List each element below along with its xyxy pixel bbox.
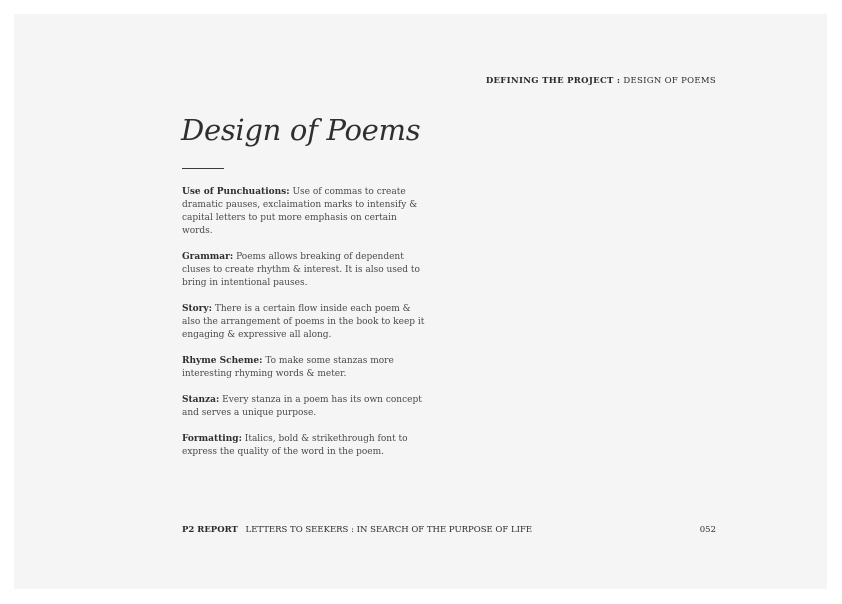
design-points-list xyxy=(182,186,428,472)
design-point xyxy=(182,433,428,459)
running-header xyxy=(486,76,716,86)
design-point xyxy=(182,303,428,342)
design-point xyxy=(182,394,428,420)
page-number: 052 xyxy=(699,525,716,535)
design-point-text: Use of commas to create dramatic pauses, exclaimation marks to intensify & capital letters to put more emphasis on certain words. xyxy=(182,187,418,236)
design-point xyxy=(182,251,428,290)
design-point-term: Formatting: xyxy=(182,434,242,444)
design-point-term: Stanza: xyxy=(182,395,220,405)
page-title: Design of Poems xyxy=(181,113,421,147)
design-point-text: To make some stanzas more interesting rhyming words & meter. xyxy=(182,356,394,379)
design-point-text: Poems allows breaking of dependent cluses to create rhythm & interest. It is also used to bring in intentional pauses. xyxy=(182,252,420,288)
design-point-text: Italics, bold & strikethrough font to express the quality of the word in the poem. xyxy=(182,434,408,457)
design-point-term: Story: xyxy=(182,304,212,314)
design-point xyxy=(182,355,428,381)
footer-report-label: P2 REPORT xyxy=(182,525,238,535)
design-point-text: Every stanza in a poem has its own concept and serves a unique purpose. xyxy=(182,395,422,418)
design-point-term: Grammar: xyxy=(182,252,234,262)
title-underline-divider xyxy=(182,168,224,169)
design-point xyxy=(182,186,428,238)
footer-project-title: LETTERS TO SEEKERS : IN SEARCH OF THE PURPOSE OF LIFE xyxy=(245,525,533,535)
running-header-topic: DESIGN OF POEMS xyxy=(623,76,716,86)
design-point-term: Rhyme Scheme: xyxy=(182,356,263,366)
design-point-term: Use of Punchuations: xyxy=(182,187,290,197)
design-point-text: There is a certain flow inside each poem & also the arrangement of poems in the book to keep it engaging & expressive all along. xyxy=(182,304,425,340)
report-page xyxy=(14,14,827,589)
running-header-section: DEFINING THE PROJECT : xyxy=(485,76,621,86)
footer-report-info xyxy=(182,525,532,535)
